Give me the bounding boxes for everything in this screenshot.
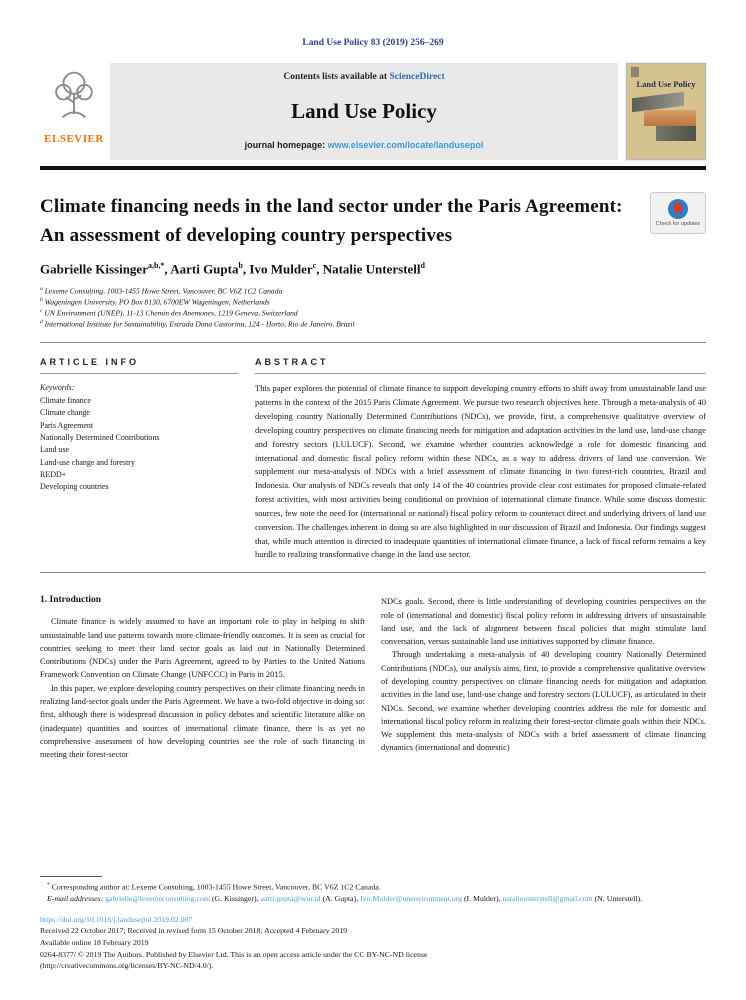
cover-photo-strip-3 [656,126,696,141]
body-left-column [40,595,365,761]
body-paragraph: Climate finance is widely assumed to have an important role to play in helping to shift unsustainable land use patterns towards more climate-friendly outcomes. It is seen as crucial for countries seeking to meet their land sector goals as laid out in Nationally Determined Contributions (NDCs) under the Paris Agreement, agreed to by Parties to the United Nations Framework Convention on Climate Change (UNFCCC) in Paris in 2015. [40,617,365,680]
section-divider [40,342,706,343]
email-attribution: (N. Unterstell). [592,893,642,903]
info-abstract-section [40,357,706,562]
author-name: Gabrielle Kissinger [40,261,148,277]
affiliation-text: Wageningen University, PO Box 8130, 6700EW Wageningen, Netherlands [44,297,270,307]
email-attribution: (G. Kissinger), [210,893,261,903]
elsevier-logo[interactable] [40,63,108,160]
contents-line [283,72,444,82]
footnote-rule [40,876,102,877]
keyword: Climate change [40,408,90,418]
affiliation-line [40,297,706,308]
keywords-label: Keywords: [40,383,75,393]
author-affil-marks: d [420,260,425,270]
banner-center [110,63,618,160]
email-label: E-mail addresses: [47,893,104,903]
affiliation-mark: a [40,286,43,293]
introduction-heading: 1. Introduction [40,595,102,606]
check-for-updates-badge[interactable] [650,192,706,234]
journal-homepage-link[interactable]: www.elsevier.com/locate/landusepol [327,140,484,150]
elsevier-wordmark: ELSEVIER [44,133,104,145]
author-affil-marks: c [312,260,317,270]
footnote-star: * [47,881,50,888]
contents-line-text: Contents lists available at [283,72,390,82]
keyword: REDD+ [40,470,67,480]
doi-line [40,914,706,926]
cover-title: Land Use Policy [636,79,696,89]
keyword: Land-use change and forestry [40,457,135,467]
body-paragraph: In this paper, we explore developing country perspectives on their climate financing needs in realizing land-sector goals under the Paris Agreement. We have a two-fold objective in doing so: first, although there is widespread discussion in policy debates and scientific literature alike on (inadequate) quantities and sources of international climate finance, there is as yet no comprehensive assessment of how developing countries see the role of such financing in meeting their forest-sector [40,683,365,760]
check-updates-icon [668,199,688,219]
section-divider [40,572,706,573]
available-online: Available online 18 February 2019 [40,937,149,947]
article-body [40,595,706,761]
abstract-text: This paper explores the potential of climate finance to support developing country efforts to shift away from unsustainable land use patterns in the context of the 2015 Paris Climate Agreement. We pursue two research objectives here. Through a meta-analysis of 40 developing country Nationally Determined Contributions (NDCs), we provide, first, a comprehensive qualitative overview of developing country perspectives on climate financing needs for mitigation and adaptation activities in the land use, land-use change and forestry sectors (LULUCF). Second, we examine whether countries acknowledge a role for domestic financing and international and domestic fiscal policy reform within these NDCs, as a way to address drivers of land use conversion. We supplement our meta-analysis of NDCs with a brief assessment of climate financing in two forest-rich countries, Brazil and Indonesia. Our analysis of NDCs reveals that only 14 of the 40 countries provide clear cost estimates for proposed climate-related forest activities, with most activities being conditional on provision of international climate finance. While some discuss domestic sources, few note the need for (international or national) fiscal policy reform to counteract direct and underlying drivers of land use conversion. The challenges inherent in doing so are also highlighted in our discussion of Brazil and Indonesia. Our findings suggest that, while much attention is directed to inadequate quantities of international climate finance, a lack of fiscal reform remains a key hurdle to realizing transformative change in the land use sector. [255,383,706,560]
banner-journal-title: Land Use Policy [291,98,437,123]
author-affil-marks: b [238,260,243,270]
author-name: Ivo Mulder [249,261,313,277]
author-name: Aarti Gupta [170,261,239,277]
email-link[interactable]: natalieunterstell@gmail.com [502,893,593,903]
journal-cover-thumbnail[interactable] [626,63,706,160]
keyword: Land use [40,445,70,455]
body-right-column [381,595,706,761]
affiliation-text: International Institute for Sustainability, Estrada Dona Castorina, 124 - Horto, Rio de Janeiro, Brazil [44,319,355,329]
journal-banner [40,63,706,160]
affiliations [40,286,706,329]
affiliation-line [40,286,706,297]
check-updates-label: Check for updates [655,220,701,227]
body-paragraph: NDCs goals. Second, there is little understanding of developing countries perspectives on the role of (international and domestic) fiscal policy reform in addressing drivers of unsustainable land use, and the lack of alignment between fiscal policies that might stimulate land conversation, versus sustainable land use initiatives supported by climate finance. [381,597,706,647]
email-attribution: (A. Gupta), [320,893,361,903]
article-title: Climate financing needs in the land sector under the Paris Agreement: An assessment of developing country perspectives [40,196,623,247]
email-attribution: (I. Mulder), [462,893,503,903]
keyword: Developing countries [40,482,109,492]
corresponding-author-note [40,881,706,893]
affiliation-mark: d [40,318,43,325]
received-dates: Received 22 October 2017; Received in revised form 15 October 2018; Accepted 4 February 2019 [40,926,348,936]
affiliation-mark: b [40,296,43,303]
copyright-line: 0264-8377/ © 2019 The Authors. Published by Elsevier Ltd. This is an open access article under the CC BY-NC-ND license [40,949,428,959]
heading-rule [40,373,238,374]
affiliation-text: UN Environment (UNEP), 11-13 Chemin des Anemones, 1219 Geneva, Switzerland [44,308,298,318]
cover-publisher-icon [631,67,639,77]
cover-art-collage [630,93,702,145]
sciencedirect-link[interactable]: ScienceDirect [389,72,445,82]
homepage-line [245,140,484,150]
author-separator: , [316,261,323,277]
affiliation-line [40,319,706,330]
article-info-heading: ARTICLE INFO [40,357,139,368]
email-link[interactable]: aarti.gupta@wur.nl [260,893,321,903]
elsevier-tree-icon [49,67,99,132]
author-name: Natalie Unterstell [322,261,421,277]
author-separator: , [164,261,171,277]
license-url-line: (http://creativecommons.org/licenses/BY-NC-ND/4.0/). [40,961,214,971]
corresponding-author-text: Corresponding author at: Lexeme Consulting, 1003-1455 Howe Street, Vancouver, BC V6Z 1C2 Canada. [51,882,381,892]
footnote-area [40,876,706,972]
header-divider [40,166,706,170]
email-addresses-line [40,893,706,905]
abstract-heading: ABSTRACT [255,357,329,368]
author-affil-marks: a,b,* [147,260,165,270]
keyword: Climate finance [40,395,91,405]
affiliation-mark: c [40,307,43,314]
bookmark-ribbon-icon [674,203,682,214]
keyword: Nationally Determined Contributions [40,432,160,442]
author-line [40,261,706,277]
body-paragraph: Through undertaking a meta-analysis of 40 developing country Nationally Determined Contributions (NDCs), our analysis aims, first, to provide a comprehensive qualitative overview of developing country perspectives on climate financing needs for mitigation and adaptation activities in the land use, land-use change and forestry sectors (LULUCF), as articulated in their NDCs. Second, we examine whether developing countries address the role for domestic and international fiscal policy reform in realizing their forest-sector climate goals within their NDCs. We supplement this meta-analysis of NDCs with a brief assessment of climate financing dynamics (international and domestic) [381,650,706,753]
email-link[interactable]: Ivo.Mulder@unenvironment.org [360,893,463,903]
affiliation-line [40,308,706,319]
heading-rule [255,373,706,374]
title-row [40,192,706,251]
homepage-label: journal homepage: [244,140,328,150]
email-link[interactable]: gabrielle@lexemeconsulting.com [105,893,211,903]
abstract-column [255,357,706,562]
affiliation-text: Lexeme Consulting, 1003-1455 Howe Street, Vancouver, BC V6Z 1C2 Canada [44,286,283,296]
doi-link[interactable]: https://doi.org/10.1016/j.landusepol.2019.02.007 [40,914,193,924]
keyword: Paris Agreement [40,420,94,430]
article-info-column [40,357,238,562]
author-separator: , [242,261,250,277]
journal-reference: Land Use Policy 83 (2019) 256–269 [302,38,444,48]
cover-photo-strip-2 [644,110,696,126]
